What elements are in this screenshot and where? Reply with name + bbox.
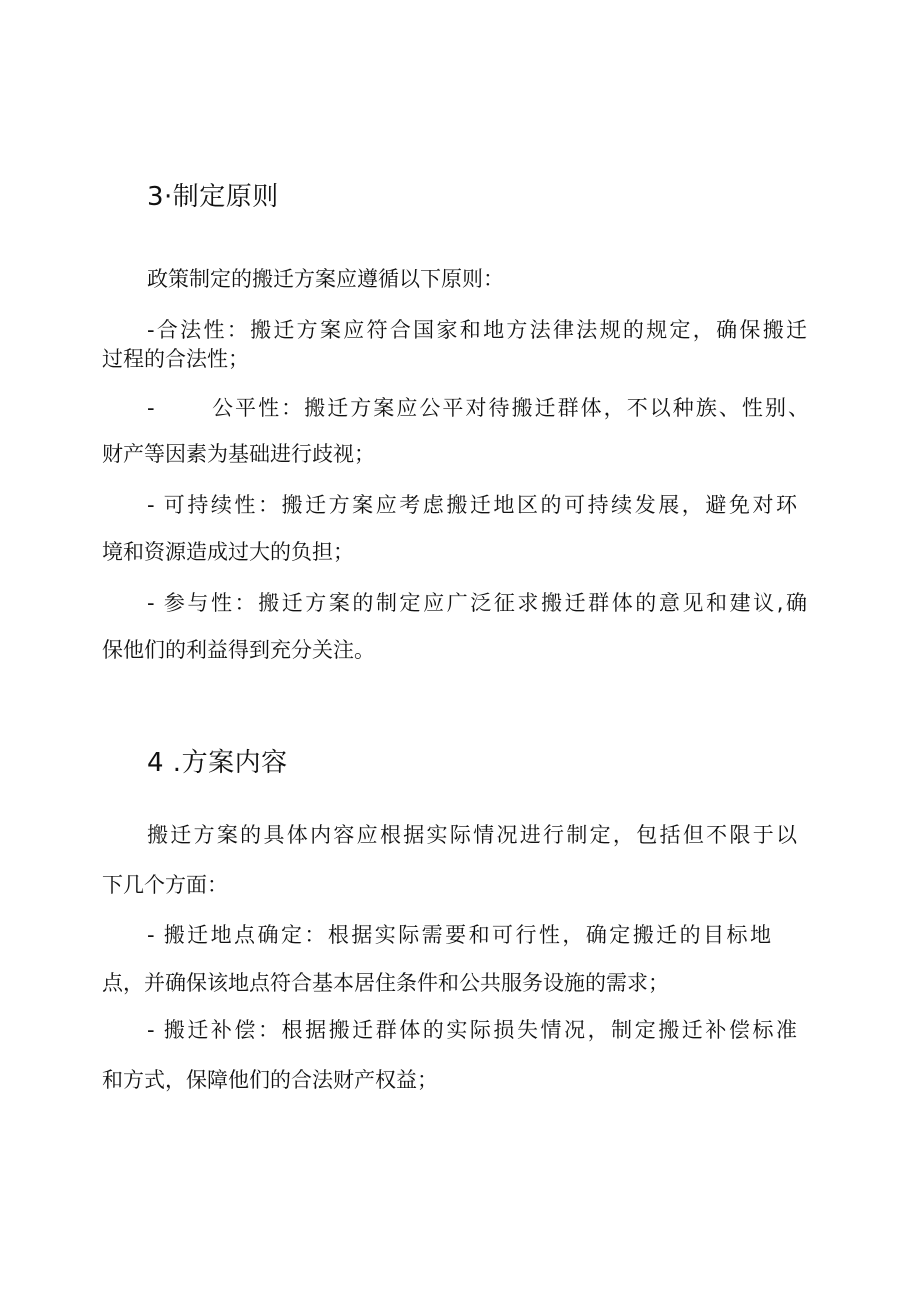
principle-sustainability-line2: 境和资源造成过大的负担； — [102, 540, 354, 564]
principle-fairness-dash: - — [147, 396, 155, 420]
content-compensation-line2: 和方式，保障他们的合法财产权益； — [102, 1068, 438, 1092]
principle-fairness-line1: 公平性：搬迁方案应公平对待搬迁群体，不以种族、性别、 — [212, 396, 809, 420]
content-compensation-line1: - 搬迁补偿：根据搬迁群体的实际损失情况，制定搬迁补偿标准 — [147, 1018, 797, 1042]
principle-legality-line2: 过程的合法性； — [102, 347, 249, 371]
section-4-intro-line2: 下几个方面： — [102, 873, 228, 897]
section-4-heading: 4 .方案内容 — [147, 748, 288, 778]
principle-legality-line1: -合法性：搬迁方案应符合国家和地方法律法规的规定，确保搬迁 — [147, 318, 807, 342]
principle-participation-line2: 保他们的利益得到充分关注。 — [102, 638, 375, 662]
section-3-intro: 政策制定的搬迁方案应遵循以下原则： — [147, 267, 504, 291]
section-4-intro-line1: 搬迁方案的具体内容应根据实际情况进行制定，包括但不限于以 — [147, 823, 797, 847]
content-location-line2: 点，并确保该地点符合基本居住条件和公共服务设施的需求； — [102, 971, 669, 995]
content-location-line1: - 搬迁地点确定：根据实际需要和可行性，确定搬迁的目标地 — [147, 923, 771, 947]
principle-participation-line1: - 参与性：搬迁方案的制定应广泛征求搬迁群体的意见和建议,确 — [147, 591, 807, 615]
principle-sustainability-line1: - 可持续性：搬迁方案应考虑搬迁地区的可持续发展，避免对环 — [147, 493, 797, 517]
section-3-heading: 3·制定原则 — [147, 182, 279, 212]
principle-fairness-line2: 财产等因素为基础进行歧视； — [102, 442, 375, 466]
